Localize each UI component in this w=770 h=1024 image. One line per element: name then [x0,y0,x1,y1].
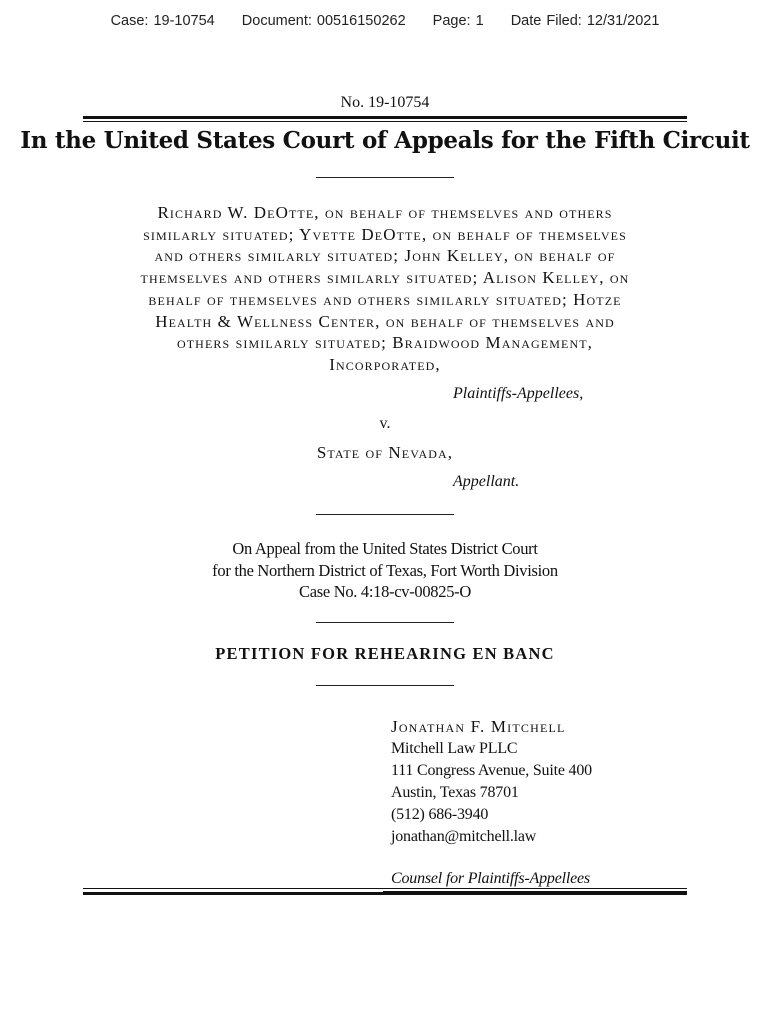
bottom-rule-thin [83,888,687,889]
docket-number: No. 19-10754 [340,94,430,111]
separator-1 [316,177,454,178]
header-document: Document: 00516150262 [241,13,406,29]
header-case: Case: 19-10754 [110,13,215,29]
top-rule-thick [83,116,687,119]
appeal-line: Case No. 4:18-cv-00825-O [299,582,471,601]
bottom-rule-thick [83,892,687,895]
counsel-designation: Counsel for Plaintiffs-Appellees [391,870,590,887]
counsel-block [391,716,592,848]
separator-3 [316,622,454,623]
plaintiffs-line: similarly situated; Yvette DeOtte, on behalf of themselves [143,224,627,244]
plaintiffs-line: and others similarly situated; John Kelley, on behalf of [154,246,616,266]
header-date-filed: Date Filed: 12/31/2021 [510,13,660,29]
plaintiffs-role: Plaintiffs-Appellees, [453,385,584,402]
defendant: State of Nevada, [316,443,454,462]
counsel-firm: Mitchell Law PLLC [391,740,518,757]
top-rule-thin [83,121,687,122]
plaintiffs-line: themselves and others similarly situated; Alison Kelley, on [140,268,630,288]
plaintiffs-block [90,202,680,376]
plaintiffs-line: behalf of themselves and others similarly situated; Hotze [148,289,622,309]
header-page: Page: 1 [432,13,484,29]
counsel-name: Jonathan F. Mitchell [391,717,566,736]
appeal-line: On Appeal from the United States District Court [232,539,538,558]
document-title: PETITION FOR REHEARING EN BANC [215,644,555,663]
plaintiffs-line: Health & Wellness Center, on behalf of themselves and [155,311,615,331]
counsel-email: jonathan@mitchell.law [391,828,537,845]
plaintiffs-line: Incorporated, [329,354,441,374]
plaintiffs-line: others similarly situated; Braidwood Management, [176,333,593,353]
versus: v. [379,415,391,432]
court-name: In the United States Court of Appeals for the Fifth Circuit [20,127,750,154]
counsel-address-2: Austin, Texas 78701 [391,784,519,801]
appeal-origin [0,538,770,603]
filing-header [0,13,770,29]
defendant-role: Appellant. [453,473,520,490]
appeal-line: for the Northern District of Texas, Fort Worth Division [212,560,558,580]
counsel-address-1: 111 Congress Avenue, Suite 400 [391,762,592,779]
plaintiffs-line: Richard W. DeOtte, on behalf of themselves and others [157,203,613,222]
separator-4 [316,685,454,686]
counsel-phone: (512) 686-3940 [391,806,489,823]
separator-2 [316,514,454,515]
